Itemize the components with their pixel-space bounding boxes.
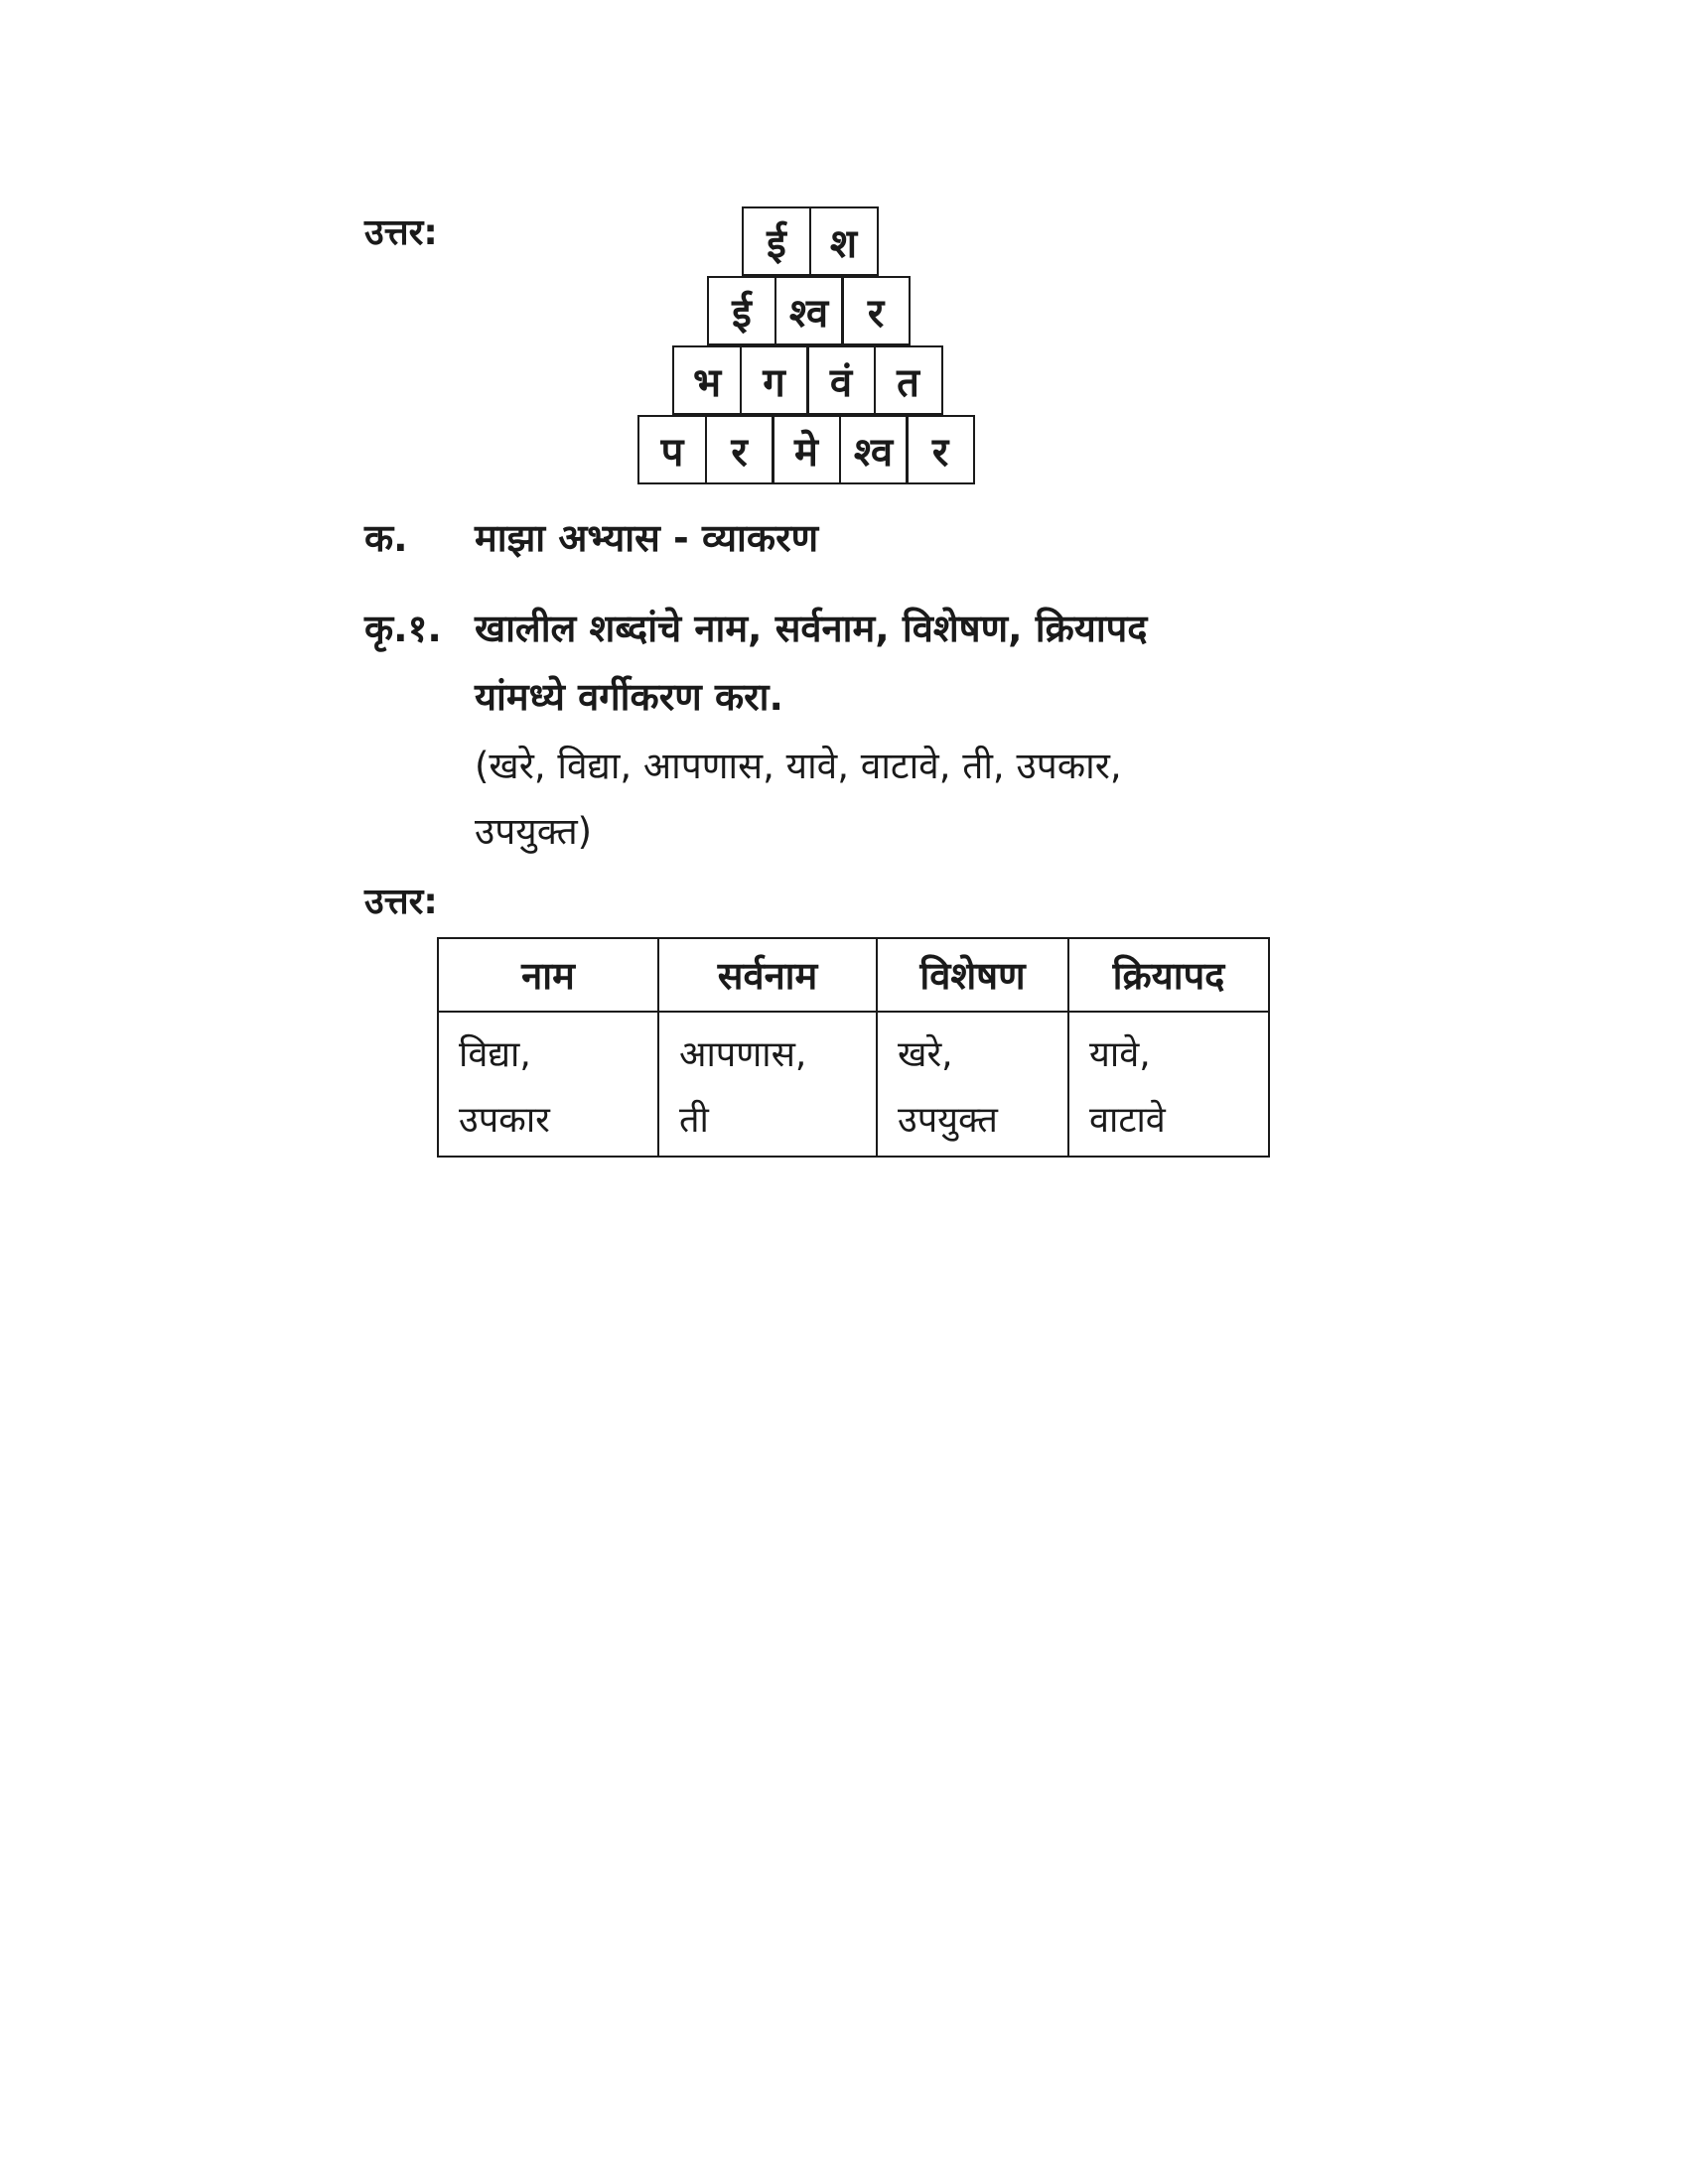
section-marker: क. <box>364 516 408 560</box>
header-sarvanaam: सर्वनाम <box>658 938 877 1012</box>
answer-label: उत्तर: <box>364 212 438 253</box>
pyramid-cell: ग <box>740 345 809 415</box>
pyramid-cell: ई <box>707 276 776 345</box>
pyramid-cell: र <box>841 276 911 345</box>
cell-word: उपयुक्त <box>898 1100 998 1141</box>
pyramid-row-4 <box>637 415 975 484</box>
pyramid-cell: श्व <box>774 276 844 345</box>
pyramid-cell: र <box>705 415 774 484</box>
cell-word: यावे, <box>1089 1034 1151 1075</box>
classification-table <box>437 937 1270 1158</box>
word-list-line-1: (खरे, विद्या, आपणास, यावे, वाटावे, ती, उपकार, <box>475 745 1122 787</box>
cell-word: आपणास, <box>679 1034 807 1075</box>
word-list-line-2: उपयुक्त) <box>475 810 593 853</box>
pyramid-row-3 <box>672 345 943 415</box>
answer-label: उत्तर: <box>364 882 438 922</box>
table-row <box>438 1012 1269 1157</box>
pyramid-cell: श्व <box>839 415 909 484</box>
pyramid-cell: श <box>809 206 879 276</box>
question-text-line-1: खालील शब्दांचे नाम, सर्वनाम, विशेषण, क्रियापद <box>475 607 1148 650</box>
header-visheshan: विशेषण <box>877 938 1068 1012</box>
section-title: माझा अभ्यास - व्याकरण <box>475 516 819 560</box>
table-cell-sarvanaam <box>658 1012 877 1157</box>
cell-word: ती <box>679 1100 709 1141</box>
pyramid-cell: मे <box>772 415 841 484</box>
table-cell-naam <box>438 1012 658 1157</box>
question-text-line-2: यांमध्ये वर्गीकरण करा. <box>475 675 783 719</box>
cell-word: वाटावे <box>1089 1100 1166 1141</box>
cell-word: उपकार <box>459 1100 550 1141</box>
table-cell-kriyapad <box>1068 1012 1269 1157</box>
pyramid-row-1 <box>742 206 879 276</box>
pyramid-cell: वं <box>806 345 876 415</box>
question-number: कृ.१. <box>364 607 442 650</box>
pyramid-cell: प <box>637 415 707 484</box>
table-header-row <box>438 938 1269 1012</box>
pyramid-cell: र <box>906 415 975 484</box>
pyramid-cell: ई <box>742 206 811 276</box>
pyramid-row-2 <box>707 276 911 345</box>
pyramid-cell: त <box>874 345 943 415</box>
header-kriyapad: क्रियापद <box>1068 938 1269 1012</box>
cell-word: विद्या, <box>459 1034 531 1075</box>
table-cell-visheshan <box>877 1012 1068 1157</box>
pyramid-cell: भ <box>672 345 742 415</box>
cell-word: खरे, <box>898 1034 953 1075</box>
header-naam: नाम <box>438 938 658 1012</box>
